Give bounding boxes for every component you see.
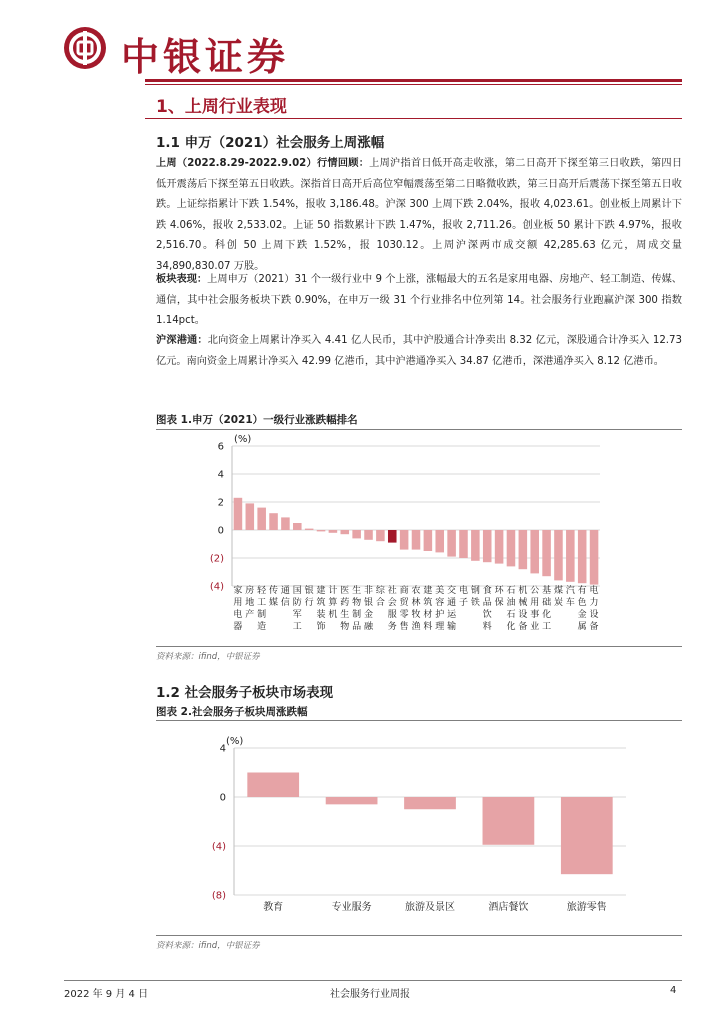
- paragraph-text: 上周沪指首日低开高走收涨，第二日高开下探至第三日收跌，第四日低开震荡后下探至第五日收跌。深指首日高开后高位窄幅震荡至第二日略微收跌，第三日高开后震荡下探至第五日收跌。上证综指累计下跌 1.54%，报收 3,186.48。沪深 300 上周下跌 2.04%，报收 4,023.61。创业板上周累计下跌 4.06%，报收 2,533.02。上证 50 指数累计下跌 1.47%，报收 2,711.26。创业板 50 累计下跌 4.97%，报收 2,516.70。科创 50 上周下跌 1.52%，报 1030.12。上周沪深两市成交额 42,285.63 亿元，周成交量 34,890,830.07 万股。: [156, 158, 683, 272]
- x-tick-label: 电子: [458, 586, 468, 608]
- x-tick-label: 交通运输: [447, 586, 457, 632]
- x-tick-label: 国防军工: [292, 586, 302, 632]
- bar: [530, 530, 539, 573]
- x-tick-label: 旅游及景区: [405, 902, 455, 913]
- bar: [566, 530, 575, 582]
- bar: [247, 773, 299, 798]
- bar: [561, 797, 613, 874]
- paragraph-market-review: [156, 154, 682, 277]
- x-tick-label: 通信: [280, 586, 290, 608]
- y-tick-label: (8): [211, 890, 226, 902]
- footer-rule: [64, 980, 682, 981]
- y-tick-label: 4: [219, 743, 226, 755]
- bar: [281, 517, 290, 530]
- paragraph-lead: 板块表现：: [156, 274, 208, 285]
- x-tick-label: 美容护理: [435, 586, 445, 632]
- x-tick-label: 计算机: [328, 586, 338, 620]
- bar: [459, 530, 468, 558]
- header-rule: [145, 79, 682, 82]
- bar: [519, 530, 528, 569]
- x-tick-label: 传媒: [269, 586, 279, 608]
- x-tick-label: 轻工制造: [257, 586, 267, 632]
- header-rule-thin: [145, 84, 682, 85]
- bar: [495, 530, 504, 564]
- x-tick-label: 机械设备: [518, 586, 528, 632]
- bar: [305, 529, 314, 530]
- bar: [507, 530, 516, 566]
- y-tick-label: 4: [217, 469, 224, 481]
- x-tick-label: 公用事业: [530, 586, 540, 632]
- bar: [424, 530, 433, 551]
- paragraph-connect: [156, 331, 682, 372]
- bar: [483, 530, 492, 562]
- industry-ranking-chart: [156, 430, 682, 645]
- bar: [329, 530, 338, 533]
- figure-source: 资料来源：ifind，中银证券: [156, 652, 260, 662]
- x-tick-label: 建筑材料: [423, 586, 433, 632]
- section-rule: [145, 118, 682, 119]
- footer-date: 2022 年 9 月 4 日: [64, 989, 149, 1000]
- bar: [326, 797, 378, 804]
- y-tick-label: (4): [209, 581, 224, 593]
- figure-rule: [156, 646, 682, 647]
- paragraph-sector: [156, 270, 682, 332]
- x-tick-label: 生物制品: [352, 586, 362, 632]
- bar: [554, 530, 563, 580]
- x-tick-label: 医药生物: [340, 586, 350, 632]
- bar: [542, 530, 551, 576]
- x-tick-label: 酒店餐饮: [488, 902, 529, 913]
- figure-title: 图表 1.申万（2021）一级行业涨跌幅排名: [156, 414, 358, 426]
- y-tick-label: 6: [217, 441, 224, 453]
- x-tick-label: 非银金融: [364, 586, 374, 632]
- bar: [435, 530, 444, 552]
- bar: [352, 530, 361, 538]
- brand-name: 中银证券: [121, 34, 290, 79]
- x-tick-label: 汽车: [565, 586, 575, 608]
- y-axis-unit-label: (%): [226, 736, 244, 747]
- x-tick-label: 电力设备: [589, 586, 599, 632]
- bar: [364, 530, 373, 540]
- subsection-title: 1.2 社会服务子板块市场表现: [156, 685, 334, 701]
- bar: [447, 530, 456, 557]
- x-tick-label: 综合: [375, 586, 385, 608]
- footer-report-name: 社会服务行业周报: [330, 989, 410, 1000]
- bar: [471, 530, 480, 561]
- x-tick-label: 钢铁: [470, 586, 480, 608]
- x-tick-label: 农林牧渔: [411, 586, 421, 632]
- bar: [404, 797, 456, 809]
- bar: [400, 530, 409, 550]
- section-title: 1、上周行业表现: [156, 97, 287, 117]
- bar: [246, 503, 255, 530]
- x-tick-label: 银行: [304, 586, 314, 608]
- y-tick-label: 2: [217, 497, 224, 509]
- paragraph-text: 上周申万（2021）31 个一级行业中 9 个上涨，涨幅最大的五名是家用电器、房地产、轻工制造、传媒、通信，其中社会服务板块下跌 0.90%，在申万一级 31 个行业排名中位列第 14。社会服务行业跑赢沪深 300 指数 1.14pct。: [156, 274, 682, 326]
- x-tick-label: 旅游零售: [566, 902, 607, 913]
- subsection-title: 1.1 申万（2021）社会服务上周涨幅: [156, 135, 385, 151]
- x-tick-label: 社会服务: [387, 586, 397, 632]
- bar: [341, 530, 350, 534]
- paragraph-lead: 沪深港通：: [156, 335, 208, 346]
- bar: [376, 530, 385, 541]
- bar: [578, 530, 587, 583]
- bar: [483, 797, 535, 845]
- y-tick-label: 0: [217, 525, 224, 537]
- x-tick-label: 教育: [263, 902, 284, 913]
- bar: [412, 530, 421, 550]
- x-tick-label: 石油石化: [506, 586, 516, 632]
- paragraph-text: 北向资金上周累计净买入 4.41 亿人民币，其中沪股通合计净卖出 8.32 亿元，深股通合计净买入 12.73 亿元。南向资金上周累计净买入 42.99 亿港币，其中沪港通净买入 34.87 亿港币，深港通净买入 8.12 亿港币。: [156, 335, 683, 367]
- bar: [293, 523, 302, 530]
- figure-source: 资料来源：ifind，中银证券: [156, 941, 260, 951]
- x-tick-label: 基础化工: [542, 586, 552, 632]
- x-tick-label: 环保: [494, 586, 504, 608]
- bar: [317, 530, 326, 531]
- x-tick-label: 商贸零售: [399, 586, 409, 632]
- bar: [234, 498, 243, 530]
- y-tick-label: (4): [211, 841, 226, 853]
- bar: [257, 508, 266, 530]
- y-tick-label: (2): [209, 553, 224, 565]
- x-tick-label: 有色金属: [577, 586, 587, 632]
- x-tick-label: 房地产: [245, 586, 255, 620]
- y-tick-label: 0: [219, 792, 226, 804]
- figure-rule: [156, 935, 682, 936]
- x-tick-label: 家用电器: [233, 586, 243, 632]
- bar: [590, 530, 599, 585]
- bar: [388, 530, 397, 543]
- x-tick-label: 食品饮料: [482, 586, 492, 632]
- x-tick-label: 专业服务: [331, 902, 372, 913]
- bank-logo-icon: [64, 27, 106, 69]
- sub-sector-chart: [156, 721, 682, 934]
- figure-title: 图表 2.社会服务子板块周涨跌幅: [156, 706, 308, 718]
- x-tick-label: 煤炭: [553, 586, 563, 608]
- y-axis-unit-label: (%): [234, 434, 252, 445]
- x-tick-label: 建筑装饰: [316, 586, 326, 632]
- bar: [269, 513, 278, 530]
- paragraph-lead: 上周（2022.8.29-2022.9.02）行情回顾：: [156, 158, 370, 169]
- page-number: 4: [670, 985, 677, 996]
